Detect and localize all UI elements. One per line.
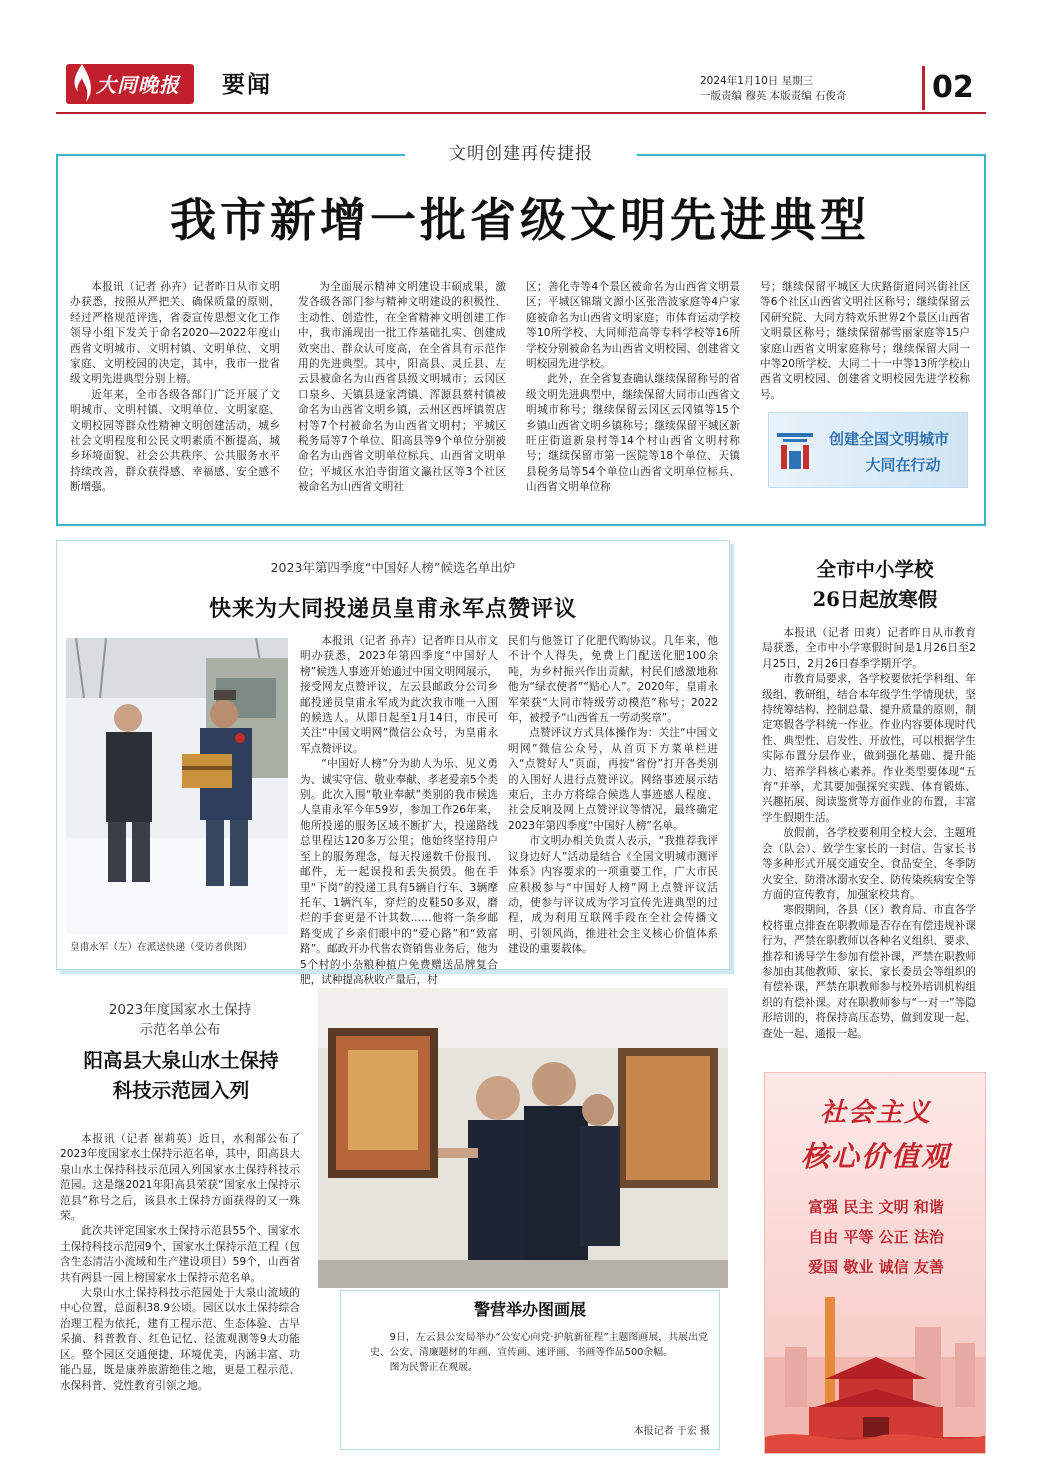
page-number: 02 — [932, 70, 974, 105]
exhibition-photo-illustration — [318, 988, 728, 1288]
exhibition-body — [370, 1330, 708, 1430]
promo-line-1: 创建全国文明城市 — [828, 430, 949, 448]
banner-column-1 — [70, 280, 280, 510]
header-rule — [56, 112, 986, 114]
editor-credits: 一版责编 穆英 本版责编 石俊奇 — [700, 90, 847, 102]
logo-text: 大同晚报 — [96, 73, 180, 97]
courier-photo-illustration — [66, 638, 288, 934]
paragraph: 本报讯（记者 田爽）记者昨日从市教育局获悉，全市中小学寒假时间是1月26日至2月25日，2月26日春季学期开学。 — [762, 627, 976, 670]
water-headline-line-1: 阳高县大泉山水土保持 — [83, 1049, 279, 1072]
ad-values-row-3: 爱国 敬业 诚信 友善 — [808, 1258, 944, 1276]
promo-line-2: 大同在行动 — [865, 456, 941, 474]
paragraph: 本报讯（记者 孙卉）记者昨日从市文明办获悉，按照从严把关、确保质量的原则，经过严格规范评选，省委宣传思想文化工作领导小组下发关于命名2020—2022年度山西省文明城市、文明村镇、文明单位、文明家庭、文明校园的决定，其中，我市一批省级文明先进典型分别上榜。 — [70, 281, 280, 386]
paragraph: “中国好人榜”分为助人为乐、见义勇为、诚实守信、敬业奉献、孝老爱亲5个类别。此次入围“敬业奉献”类别的我市候选人皇甫永军今年59岁，参加工作26年来，他所投递的服务区域不断扩大，投递路线总里程达120多万公里；他始终坚持用户至上的服务理念，每天投递数千份报刊、邮件，无一起误投和丢失损毁。他在手里“下岗”的投递工具有5辆自行车、3辆摩托车、1辆汽车，穿烂的皮鞋50多双，磨烂的手套更是不计其数……他将一条乡邮路变成了乡亲们眼中的“爱心路”和“致富路”。邮政开办代售农资销售业务后，他为5个村的小杂粮种植户免费赠送品牌复合肥，试种提高秋收产量后，村 — [300, 758, 498, 986]
exhibition-headline: 警营举办图画展 — [473, 1300, 586, 1319]
civilized-city-promo — [768, 412, 968, 488]
paragraph: 近年来，全市各级各部门广泛开展了文明城市、文明村镇、文明单位、文明家庭、文明校园等群众性精神文明创建活动，城乡社会文明程度和公民文明素质不断提高，城乡环境面貌、社会公共秩序、公共服务水平持续改善，群众获得感、幸福感、安全感不断增强。 — [70, 388, 280, 494]
good-person-column-1 — [300, 634, 498, 986]
good-person-kicker: 2023年第四季度“中国好人榜”候选名单出炉 — [270, 560, 516, 575]
banner-column-3 — [526, 280, 740, 510]
banner-column-4 — [760, 280, 970, 400]
paragraph: 市教育局要求，各学校要依托学科组、年级组、教研组，结合本年级学生学情现状，坚持统筹结构、控制总量、提升质量的原则，制定寒假各学科统一作业。作业内容要体现时代性、典型性、启发性、开放性，可以根据学生实际布置分层作业，做到强化基础、提升能力、培养学科核心素养。作业类型要体现“五育”并举，尤其要加强探究实践、体育锻炼、兴趣拓展、阅读鉴赏等方面作业的布置，丰富学生假期生活。 — [762, 673, 976, 824]
water-body — [60, 1132, 300, 1452]
logo-flame-icon — [70, 62, 94, 106]
paragraph: 号；继续保留平城区大庆路街道同兴街社区等6个社区山西省文明社区称号；继续保留云冈研究院、大同方特欢乐世界2个景区山西省文明景区称号；继续保留郝雪丽家庭等15户家庭山西省文明家庭称号；继续保留大同一中等20所学校、大同二十一中等13所学校山西省文明校园、创建省文明校园先进学校称号。 — [760, 281, 970, 401]
paragraph: 放假前，各学校要利用全校大会、主题班会（队会）、致学生家长的一封信、告家长书等多种形式开展交通安全、食品安全、冬季防火安全、防滑冰溺水安全、防传染疾病安全等方面的宣传教育，加强家校共育。 — [762, 827, 976, 901]
paragraph: 大泉山水土保持科技示范园处于大泉山流域的中心位置，总面积38.9公顷。园区以水土保持综合治理工程为依托，建有工程示范、生态体验、古早采摘、科普教育、红色记忆、径流观测等9大功能区。整个园区交通便捷、环境优美，内涵丰富、功能凸显，既是康养旅游绝佳之地，更是工程示范、水保科普、党性教育引领之地。 — [60, 1287, 300, 1392]
water-kicker-line-1: 2023年度国家水土保持 — [108, 1002, 252, 1018]
issue-date: 2024年1月10日 星期三 — [700, 75, 814, 87]
masthead — [0, 0, 1038, 130]
banner-kicker — [405, 140, 637, 168]
good-person-headline: 快来为大同投递员皇甫永军点赞评议 — [208, 596, 577, 622]
ad-values-row-2: 自由 平等 公正 法治 — [808, 1228, 944, 1246]
ad-values-row-1: 富强 民主 文明 和谐 — [808, 1198, 944, 1216]
exhibition-photo — [318, 988, 728, 1288]
paragraph: 为全面展示精神文明建设丰硕成果，激发各级各部门参与精神文明建设的积极性、主动性、创造性，在全省精神文明创建工作中，我市涌现出一批工作基础扎实、创建成效突出、群众认可度高，在全省具有示范作用的先进典型。其中，阳高县、灵丘县、左云县被命名为山西省县级文明城市；云冈区口泉乡、天镇县逯家湾镇、浑源县蔡村镇被命名为山西省文明乡镇，云州区西坪镇贺店村等7个村被命名为山西省文明村；平城区税务局等7个单位、阳高县等9个单位分别被命名为山西省文明单位标兵、山西省文明单位；平城区水泊寺街道文瀛社区等3个社区被命名为山西省文明社 — [298, 281, 506, 494]
banner-kicker-text: 文明创建再传捷报 — [449, 144, 593, 164]
banner-column-2 — [298, 280, 506, 510]
winter-break-headline-line-2: 26日起放寒假 — [812, 588, 938, 611]
paragraph: 区；善化寺等4个景区被命名为山西省文明景区；平城区锦瑞文源小区张浩波家庭等4户家庭被命名为山西省文明家庭；市体育运动学校等10所学校、大同师范高等专科学校等16所学校分别被命名为山西省文明校园、创建省文明校园先进学校。 — [526, 281, 740, 371]
winter-break-body — [762, 626, 976, 1066]
good-person-column-2 — [508, 634, 718, 954]
water-headline-line-2: 科技示范园入列 — [112, 1079, 250, 1102]
promo-emblem-icon — [775, 427, 815, 473]
courier-photo-caption: 皇甫永军（左）在派送快递（受访者供图） — [70, 942, 253, 953]
paragraph: 民们与他签订了化肥代购协议。几年来，他不计个人得失，免费上门配送化肥100余吨，为乡村振兴作出贡献，村民们感激地称他为“绿衣使者”“贴心人”。2020年，皇甫永军荣获“大同市特级劳动模范”称号；2022年，被授予“山西省五一劳动奖章”。 — [508, 635, 718, 725]
winter-break-headline-line-1: 全市中小学校 — [816, 558, 934, 581]
tiananmen-skyline-illustration — [765, 1287, 986, 1454]
water-kicker-line-2: 示范名单公布 — [139, 1022, 221, 1038]
ad-title-line-2: 核心价值观 — [800, 1140, 951, 1173]
header-divider — [922, 66, 925, 110]
banner-headline: 我市新增一批省级文明先进典型 — [170, 193, 870, 247]
paragraph: 本报讯（记者 崔莉英）近日，水利部公布了2023年度国家水土保持示范名单，其中，阳高县大泉山水土保持科技示范园入列国家水土保持科技示范园。这是继2021年阳高县荣获“国家水土保持示范县”称号之后，该县水土保持方面获得的又一殊荣。 — [60, 1133, 300, 1223]
exhibition-photo-credit: 本报记者 于宏 摄 — [633, 1426, 710, 1437]
section-name: 要闻 — [222, 71, 272, 98]
paragraph: 此外，在全省复查确认继续保留称号的省级文明先进典型中，继续保留大同市山西省文明城市称号；继续保留云冈区云冈镇等15个乡镇山西省文明乡镇称号；继续保留平城区新旺庄街道新泉村等14个村山西省文明村称号；继续保留市第一医院等18个单位、天镇县税务局等54个单位山西省文明单位标兵、山西省文明单位称 — [526, 373, 740, 494]
ad-title-line-1: 社会主义 — [819, 1098, 932, 1128]
core-values-ad — [764, 1072, 986, 1454]
paragraph: 寒假期间，各县（区）教育局、市直各学校将重点排查在职教师是否存在有偿违规补课行为，严禁在职教师以各种名义组织、要求、推荐和诱导学生参加有偿补课，严禁在职教师参加由其他教师、家长、家长委员会等组织的有偿补课，严禁在职教师参与校外培训机构组织的有偿补课。对在职教师参与“一对一”等隐形培训的，将保持高压态势，做到发现一起、查处一起、通报一起。 — [762, 904, 976, 1040]
paragraph: 图为民警正在观展。 — [389, 1362, 478, 1373]
paragraph: 点赞评议方式具体操作为：关注“中国文明网”微信公众号，从首页下方菜单栏进入“点赞好人”页面，再按“省份”打开各类别的入围好人进行点赞评议。网络事迹展示结束后，主办方将综合候选人事迹感人程度、社会反响及网上点赞评议等情况，最终确定2023年第四季度“中国好人榜”名单。 — [508, 727, 718, 832]
paragraph: 市文明办相关负责人表示，“我推荐我评议身边好人”活动是结合《全国文明城市测评体系》内容要求的一项重要工作，广大市民应积极参与“中国好人榜”网上点赞评议活动，使参与评议成为学习宣传先进典型的过程，成为利用互联网手段在全社会传播文明、引领风尚，推进社会主义核心价值体系建设的重要载体。 — [508, 835, 718, 956]
paragraph: 本报讯（记者 孙卉）记者昨日从市文明办获悉，2023年第四季度“中国好人榜”候选人事迹开始通过中国文明网展示，接受网友点赞评议，左云县邮政分公司乡邮投递员皇甫永军成为此次我市唯一入围的候选人。从即日起至1月14日，市民可关注“中国文明网”微信公众号，为皇甫永军点赞评议。 — [300, 635, 498, 755]
paragraph: 此次共评定国家水土保持示范县55个、国家水土保持科技示范园9个、国家水土保持示范工程（包含生态清洁小流域和生产建设项目）59个，山西省共有两县一园上榜国家水土保持示范名单。 — [60, 1225, 300, 1284]
paragraph: 9日，左云县公安局举办“公安心向党·护航新征程”主题图画展，共展出党史、公安、清廉题材的年画、宣传画、速评画、书画等作品500余幅。 — [370, 1332, 708, 1358]
courier-photo — [66, 638, 288, 934]
